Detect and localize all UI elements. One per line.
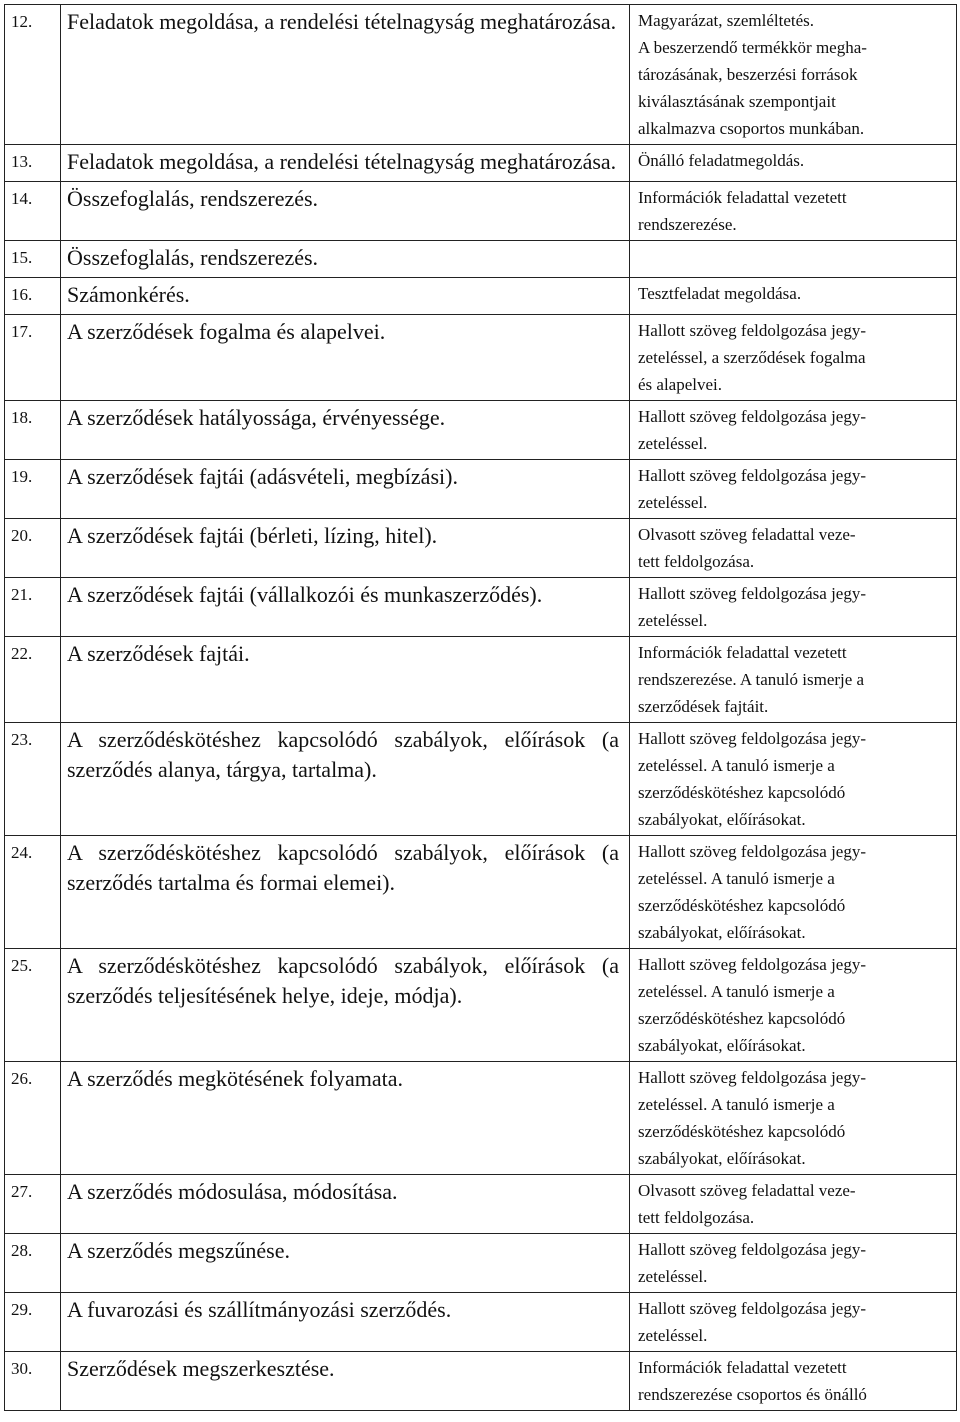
lesson-number: 17.	[5, 315, 61, 401]
table-row	[5, 578, 957, 637]
method-line: Információk feladattal vezetett	[638, 188, 847, 207]
lesson-method	[630, 949, 957, 1062]
lesson-method	[630, 460, 957, 519]
lesson-topic: A szerződések hatályossága, érvényessége.	[61, 401, 630, 460]
lesson-number: 26.	[5, 1062, 61, 1175]
method-line: szerződéskötéshez kapcsolódó	[638, 896, 846, 915]
method-line: szabályokat, előírásokat.	[638, 810, 806, 829]
lesson-topic: A szerződés megszűnése.	[61, 1234, 630, 1293]
method-line: és alapelvei.	[638, 375, 723, 394]
lesson-method	[630, 519, 957, 578]
lesson-topic: Feladatok megoldása, a rendelési tételnagyság meghatározása.	[61, 145, 630, 182]
table-row	[5, 278, 957, 315]
lesson-method	[630, 5, 957, 145]
lesson-method	[630, 241, 957, 278]
curriculum-table	[4, 4, 957, 1411]
method-line: Magyarázat, szemléltetés.	[638, 11, 815, 30]
table-row	[5, 949, 957, 1062]
lesson-number: 27.	[5, 1175, 61, 1234]
lesson-topic: A szerződések fajtái (vállalkozói és munkaszerződés).	[61, 578, 630, 637]
lesson-number: 29.	[5, 1293, 61, 1352]
method-line: Hallott szöveg feldolgozása jegy-	[638, 955, 867, 974]
lesson-topic: A fuvarozási és szállítmányozási szerződés.	[61, 1293, 630, 1352]
method-line: zeteléssel. A tanuló ismerje a	[638, 869, 835, 888]
table-row	[5, 401, 957, 460]
lesson-method	[630, 637, 957, 723]
method-line: zeteléssel, a szerződések fogalma	[638, 348, 866, 367]
lesson-number: 30.	[5, 1352, 61, 1411]
method-line: Hallott szöveg feldolgozása jegy-	[638, 466, 867, 485]
lesson-number: 28.	[5, 1234, 61, 1293]
method-line: zeteléssel.	[638, 1267, 708, 1286]
method-line: szerződéskötéshez kapcsolódó	[638, 1009, 846, 1028]
table-body	[5, 5, 957, 1411]
lesson-topic: A szerződéskötéshez kapcsolódó szabályok, előírások (a szerződés tartalma és formai elemei).	[61, 836, 630, 949]
method-line: zeteléssel.	[638, 434, 708, 453]
lesson-topic: A szerződések fajtái (adásvételi, megbízási).	[61, 460, 630, 519]
lesson-method	[630, 1352, 957, 1411]
table-row	[5, 182, 957, 241]
lesson-method	[630, 1293, 957, 1352]
lesson-number: 25.	[5, 949, 61, 1062]
lesson-number: 24.	[5, 836, 61, 949]
method-line: tett feldolgozása.	[638, 552, 755, 571]
lesson-topic: Számonkérés.	[61, 278, 630, 315]
method-line: Hallott szöveg feldolgozása jegy-	[638, 842, 867, 861]
lesson-number: 19.	[5, 460, 61, 519]
method-line: Hallott szöveg feldolgozása jegy-	[638, 1068, 867, 1087]
method-line: zeteléssel. A tanuló ismerje a	[638, 756, 835, 775]
lesson-method	[630, 1234, 957, 1293]
lesson-number: 16.	[5, 278, 61, 315]
lesson-number: 14.	[5, 182, 61, 241]
lesson-topic: A szerződések fajtái.	[61, 637, 630, 723]
method-line: alkalmazva csoportos munkában.	[638, 119, 865, 138]
method-line: rendszerezése csoportos és önálló	[638, 1385, 867, 1404]
lesson-topic: Szerződések megszerkesztése.	[61, 1352, 630, 1411]
method-line: Tesztfeladat megoldása.	[638, 284, 802, 303]
method-line: zeteléssel.	[638, 1326, 708, 1345]
lesson-method	[630, 1175, 957, 1234]
lesson-number: 22.	[5, 637, 61, 723]
method-line: rendszerezése. A tanuló ismerje a	[638, 670, 865, 689]
method-line: rendszerezése.	[638, 215, 737, 234]
table-row	[5, 315, 957, 401]
table-row	[5, 5, 957, 145]
table-row	[5, 460, 957, 519]
method-line: Hallott szöveg feldolgozása jegy-	[638, 407, 867, 426]
lesson-topic: Összefoglalás, rendszerezés.	[61, 241, 630, 278]
lesson-number: 13.	[5, 145, 61, 182]
method-line: szabályokat, előírásokat.	[638, 1149, 806, 1168]
method-line: szerződéskötéshez kapcsolódó	[638, 1122, 846, 1141]
table-row	[5, 519, 957, 578]
table-row	[5, 145, 957, 182]
method-line: tározásának, beszerzési források	[638, 65, 858, 84]
table-row	[5, 1175, 957, 1234]
lesson-number: 18.	[5, 401, 61, 460]
method-line: szabályokat, előírásokat.	[638, 923, 806, 942]
lesson-number: 15.	[5, 241, 61, 278]
method-line: szerződéskötéshez kapcsolódó	[638, 783, 846, 802]
lesson-method	[630, 145, 957, 182]
method-line: zeteléssel.	[638, 611, 708, 630]
method-line: Olvasott szöveg feladattal veze-	[638, 525, 856, 544]
lesson-topic: A szerződéskötéshez kapcsolódó szabályok, előírások (a szerződés alanya, tárgya, tartalma).	[61, 723, 630, 836]
lesson-method	[630, 578, 957, 637]
method-line: Hallott szöveg feldolgozása jegy-	[638, 1299, 867, 1318]
method-line: Információk feladattal vezetett	[638, 1358, 847, 1377]
method-line: Hallott szöveg feldolgozása jegy-	[638, 321, 867, 340]
lesson-topic: A szerződések fogalma és alapelvei.	[61, 315, 630, 401]
lesson-method	[630, 278, 957, 315]
lesson-method	[630, 723, 957, 836]
method-line: Olvasott szöveg feladattal veze-	[638, 1181, 856, 1200]
lesson-method	[630, 315, 957, 401]
lesson-topic: Feladatok megoldása, a rendelési tételnagyság meghatározása.	[61, 5, 630, 145]
lesson-topic: A szerződés módosulása, módosítása.	[61, 1175, 630, 1234]
table-row	[5, 637, 957, 723]
lesson-number: 23.	[5, 723, 61, 836]
method-line: Önálló feladatmegoldás.	[638, 151, 805, 170]
table-row	[5, 1352, 957, 1411]
lesson-topic: A szerződéskötéshez kapcsolódó szabályok, előírások (a szerződés teljesítésének helye, ideje, módja).	[61, 949, 630, 1062]
method-line: Hallott szöveg feldolgozása jegy-	[638, 729, 867, 748]
lesson-topic: A szerződés megkötésének folyamata.	[61, 1062, 630, 1175]
method-line: szerződések fajtáit.	[638, 697, 769, 716]
method-line: Hallott szöveg feldolgozása jegy-	[638, 1240, 867, 1259]
method-line: szabályokat, előírásokat.	[638, 1036, 806, 1055]
lesson-method	[630, 836, 957, 949]
lesson-method	[630, 1062, 957, 1175]
table-row	[5, 723, 957, 836]
lesson-topic: A szerződések fajtái (bérleti, lízing, hitel).	[61, 519, 630, 578]
method-line: tett feldolgozása.	[638, 1208, 755, 1227]
lesson-method	[630, 182, 957, 241]
table-row	[5, 1293, 957, 1352]
lesson-number: 20.	[5, 519, 61, 578]
table-row	[5, 241, 957, 278]
table-row	[5, 1234, 957, 1293]
method-line: zeteléssel. A tanuló ismerje a	[638, 982, 835, 1001]
lesson-number: 21.	[5, 578, 61, 637]
method-line: A beszerzendő termékkör megha-	[638, 38, 867, 57]
table-row	[5, 1062, 957, 1175]
method-line: zeteléssel. A tanuló ismerje a	[638, 1095, 835, 1114]
method-line: zeteléssel.	[638, 493, 708, 512]
method-line: kiválasztásának szempontjait	[638, 92, 836, 111]
lesson-topic: Összefoglalás, rendszerezés.	[61, 182, 630, 241]
lesson-number: 12.	[5, 5, 61, 145]
method-line: Hallott szöveg feldolgozása jegy-	[638, 584, 867, 603]
table-row	[5, 836, 957, 949]
method-line: Információk feladattal vezetett	[638, 643, 847, 662]
lesson-method	[630, 401, 957, 460]
